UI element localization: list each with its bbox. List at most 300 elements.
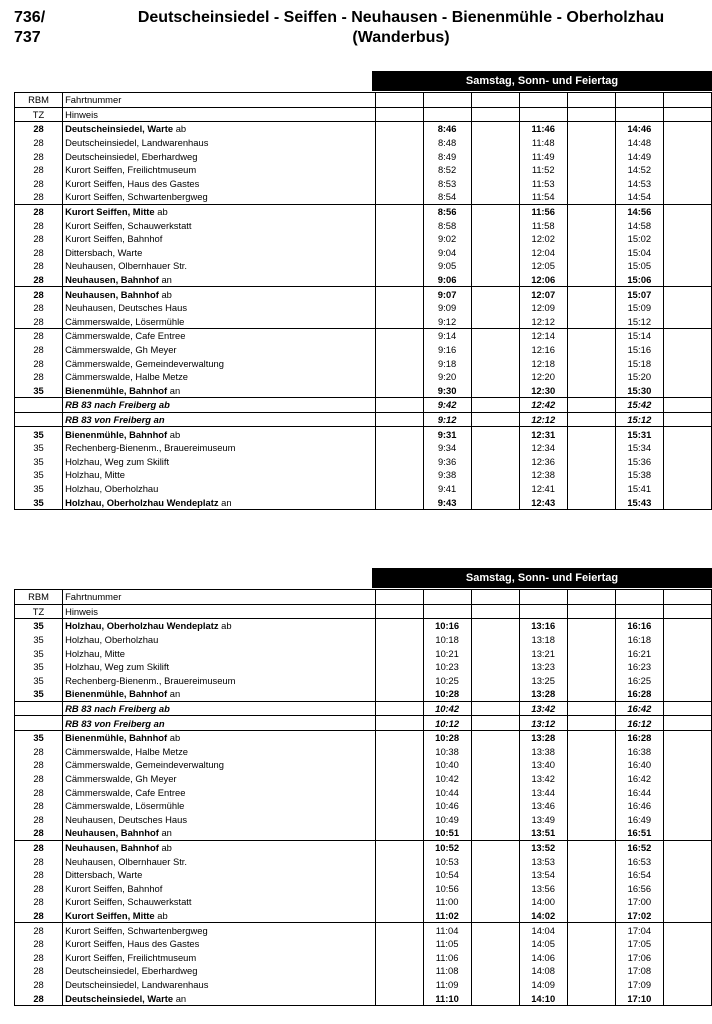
stop-name-cell bbox=[63, 246, 375, 260]
departure-time-cell: 8:53 bbox=[423, 177, 471, 191]
empty-cell bbox=[663, 701, 711, 716]
route-code-cell: 35 bbox=[15, 619, 63, 633]
empty-cell bbox=[471, 427, 519, 441]
departure-time-cell: 11:06 bbox=[423, 950, 471, 964]
table-row bbox=[15, 232, 712, 246]
empty-cell bbox=[375, 730, 423, 744]
table-row bbox=[15, 398, 712, 413]
empty-cell bbox=[471, 964, 519, 978]
empty-cell bbox=[375, 758, 423, 772]
stop-name-cell bbox=[63, 356, 375, 370]
stop-name: Holzhau, Oberholzhau Wendeplatz bbox=[65, 496, 219, 508]
departure-time-cell: 9:43 bbox=[423, 495, 471, 509]
empty-cell bbox=[471, 633, 519, 647]
empty-cell bbox=[567, 246, 615, 260]
departure-time-cell: 12:06 bbox=[519, 273, 567, 287]
empty-cell bbox=[663, 482, 711, 496]
departure-time-cell: 9:18 bbox=[423, 356, 471, 370]
empty-cell bbox=[375, 468, 423, 482]
empty-cell bbox=[375, 619, 423, 633]
empty-cell bbox=[471, 619, 519, 633]
empty-cell bbox=[471, 950, 519, 964]
arrival-departure-marker: ab bbox=[169, 428, 181, 440]
empty-cell bbox=[567, 370, 615, 384]
departure-time-cell: 15:18 bbox=[615, 356, 663, 370]
departure-time-cell: 12:43 bbox=[519, 495, 567, 509]
departure-time-cell: 11:10 bbox=[423, 991, 471, 1005]
stop-name: Deutscheinsiedel, Warte bbox=[65, 992, 174, 1004]
empty-cell bbox=[567, 895, 615, 909]
empty-cell bbox=[663, 370, 711, 384]
empty-cell bbox=[375, 923, 423, 937]
empty-cell bbox=[567, 881, 615, 895]
stop-name: Holzhau, Mitte bbox=[65, 469, 125, 481]
stop-name-cell bbox=[63, 799, 375, 813]
stop-name-cell bbox=[63, 881, 375, 895]
empty-cell bbox=[375, 799, 423, 813]
arrival-departure-marker: ab bbox=[169, 732, 181, 744]
stop-name-cell bbox=[63, 259, 375, 273]
empty-cell bbox=[375, 633, 423, 647]
empty-cell bbox=[471, 468, 519, 482]
empty-cell bbox=[375, 315, 423, 329]
departure-time-cell: 16:16 bbox=[615, 619, 663, 633]
stop-name-cell bbox=[63, 163, 375, 177]
table-row bbox=[15, 646, 712, 660]
empty-cell bbox=[471, 495, 519, 509]
departure-time-cell: 10:44 bbox=[423, 785, 471, 799]
empty-cell bbox=[423, 93, 471, 108]
stop-name-cell bbox=[63, 204, 375, 218]
departure-time-cell: 11:52 bbox=[519, 163, 567, 177]
empty-cell bbox=[375, 412, 423, 427]
empty-cell bbox=[567, 177, 615, 191]
route-code-cell: 35 bbox=[15, 633, 63, 647]
empty-cell bbox=[471, 149, 519, 163]
stop-name: Cämmerswalde, Lösermühle bbox=[65, 800, 185, 812]
departure-time-cell: 14:49 bbox=[615, 149, 663, 163]
departure-time-cell: 12:07 bbox=[519, 287, 567, 301]
table-row bbox=[15, 991, 712, 1005]
route-code-cell: 28 bbox=[15, 813, 63, 827]
stop-name-cell bbox=[63, 149, 375, 163]
route-code-cell: 28 bbox=[15, 177, 63, 191]
departure-time-cell: 8:52 bbox=[423, 163, 471, 177]
empty-cell bbox=[567, 122, 615, 136]
header-row bbox=[15, 604, 712, 619]
route-code-cell: 28 bbox=[15, 772, 63, 786]
departure-time-cell: 8:54 bbox=[423, 190, 471, 204]
departure-time-cell: 14:54 bbox=[615, 190, 663, 204]
departure-time-cell: 12:38 bbox=[519, 468, 567, 482]
stop-name-cell bbox=[63, 301, 375, 315]
empty-cell bbox=[567, 329, 615, 343]
table-row bbox=[15, 301, 712, 315]
empty-cell bbox=[375, 687, 423, 701]
stop-name: Cämmerswalde, Halbe Metze bbox=[65, 745, 189, 757]
table-row bbox=[15, 868, 712, 882]
departure-time-cell: 13:49 bbox=[519, 813, 567, 827]
table-row bbox=[15, 122, 712, 136]
empty-cell bbox=[567, 785, 615, 799]
route-code-cell: 35 bbox=[15, 730, 63, 744]
empty-cell bbox=[567, 772, 615, 786]
departure-time-cell: 10:46 bbox=[423, 799, 471, 813]
route-code-cell: 35 bbox=[15, 468, 63, 482]
stop-name: Deutscheinsiedel, Warte bbox=[65, 123, 174, 135]
route-code-cell: 28 bbox=[15, 370, 63, 384]
empty-cell bbox=[375, 441, 423, 455]
stop-name-cell bbox=[63, 343, 375, 357]
empty-cell bbox=[567, 964, 615, 978]
departure-time-cell: 10:21 bbox=[423, 646, 471, 660]
route-code-cell: 28 bbox=[15, 190, 63, 204]
table-row bbox=[15, 964, 712, 978]
table-row bbox=[15, 454, 712, 468]
departure-time-cell: 10:28 bbox=[423, 687, 471, 701]
empty-cell bbox=[471, 315, 519, 329]
departure-time-cell: 17:00 bbox=[615, 895, 663, 909]
empty-cell bbox=[567, 107, 615, 122]
stop-name-cell bbox=[63, 232, 375, 246]
route-code-cell bbox=[15, 716, 63, 731]
empty-cell bbox=[375, 259, 423, 273]
empty-cell bbox=[663, 122, 711, 136]
departure-time-cell: 13:40 bbox=[519, 758, 567, 772]
departure-time-cell: 13:28 bbox=[519, 730, 567, 744]
route-code-cell: 35 bbox=[15, 495, 63, 509]
empty-cell bbox=[663, 716, 711, 731]
empty-cell bbox=[567, 646, 615, 660]
stop-name: Neuhausen, Bahnhof bbox=[65, 827, 159, 839]
empty-cell bbox=[375, 427, 423, 441]
departure-time-cell: 16:21 bbox=[615, 646, 663, 660]
stop-name: Kurort Seiffen, Freilichtmuseum bbox=[65, 951, 197, 963]
empty-cell bbox=[567, 633, 615, 647]
stop-name-cell bbox=[63, 454, 375, 468]
empty-cell bbox=[567, 273, 615, 287]
departure-time-cell: 13:23 bbox=[519, 660, 567, 674]
empty-cell bbox=[567, 716, 615, 731]
stop-name-cell bbox=[63, 937, 375, 951]
stop-name-cell bbox=[63, 674, 375, 688]
empty-cell bbox=[567, 441, 615, 455]
table-row bbox=[15, 701, 712, 716]
departure-time-cell: 15:07 bbox=[615, 287, 663, 301]
empty-cell bbox=[663, 190, 711, 204]
table-row bbox=[15, 840, 712, 854]
empty-cell bbox=[567, 356, 615, 370]
departure-time-cell: 15:14 bbox=[615, 329, 663, 343]
departure-time-cell: 9:30 bbox=[423, 383, 471, 397]
empty-cell bbox=[567, 840, 615, 854]
empty-cell bbox=[375, 482, 423, 496]
departure-time-cell: 9:38 bbox=[423, 468, 471, 482]
empty-cell bbox=[471, 895, 519, 909]
empty-cell bbox=[471, 232, 519, 246]
empty-cell bbox=[375, 163, 423, 177]
departure-time-cell: 14:46 bbox=[615, 122, 663, 136]
empty-cell bbox=[663, 343, 711, 357]
route-code-cell: 28 bbox=[15, 745, 63, 759]
stop-name: Rechenberg-Bienenm., Brauereimuseum bbox=[65, 674, 236, 686]
departure-time-cell: 13:42 bbox=[519, 772, 567, 786]
departure-time-cell: 12:12 bbox=[519, 412, 567, 427]
departure-time-cell: 9:34 bbox=[423, 441, 471, 455]
empty-cell bbox=[567, 482, 615, 496]
departure-time-cell: 16:12 bbox=[615, 716, 663, 731]
stop-name: Holzhau, Oberholzhau Wendeplatz bbox=[65, 620, 219, 632]
stop-name: Kurort Seiffen, Haus des Gastes bbox=[65, 177, 200, 189]
route-code-cell: 28 bbox=[15, 909, 63, 923]
table-row bbox=[15, 937, 712, 951]
empty-cell bbox=[663, 427, 711, 441]
header-row bbox=[15, 590, 712, 605]
empty-cell bbox=[471, 246, 519, 260]
stop-name-cell bbox=[63, 950, 375, 964]
departure-time-cell: 11:46 bbox=[519, 122, 567, 136]
departure-time-cell: 16:53 bbox=[615, 854, 663, 868]
empty-cell bbox=[567, 163, 615, 177]
empty-cell bbox=[663, 287, 711, 301]
route-code-cell: 28 bbox=[15, 232, 63, 246]
empty-cell bbox=[567, 190, 615, 204]
departure-time-cell: 11:02 bbox=[423, 909, 471, 923]
departure-time-cell: 17:05 bbox=[615, 937, 663, 951]
table-row bbox=[15, 674, 712, 688]
stop-name-cell bbox=[63, 218, 375, 232]
empty-cell bbox=[471, 674, 519, 688]
empty-cell bbox=[567, 454, 615, 468]
stop-name-cell bbox=[63, 495, 375, 509]
stop-name: Cämmerswalde, Gemeindeverwaltung bbox=[65, 759, 224, 771]
route-code-cell: 28 bbox=[15, 950, 63, 964]
empty-cell bbox=[567, 495, 615, 509]
table-row bbox=[15, 343, 712, 357]
departure-time-cell: 14:06 bbox=[519, 950, 567, 964]
route-code-cell: 28 bbox=[15, 937, 63, 951]
empty-cell bbox=[375, 149, 423, 163]
table-row bbox=[15, 895, 712, 909]
stop-name: Neuhausen, Deutsches Haus bbox=[65, 813, 188, 825]
empty-cell bbox=[567, 701, 615, 716]
departure-time-cell: 16:56 bbox=[615, 881, 663, 895]
empty-cell bbox=[567, 978, 615, 992]
departure-time-cell: 14:52 bbox=[615, 163, 663, 177]
stop-name-cell bbox=[63, 177, 375, 191]
timetable-table bbox=[14, 589, 712, 1006]
route-code-cell: 28 bbox=[15, 964, 63, 978]
stop-name: Neuhausen, Olbernhauer Str. bbox=[65, 855, 188, 867]
empty-cell bbox=[567, 468, 615, 482]
route-code-cell bbox=[15, 398, 63, 413]
table-row bbox=[15, 427, 712, 441]
table-row bbox=[15, 745, 712, 759]
empty-cell bbox=[375, 772, 423, 786]
empty-cell bbox=[663, 590, 711, 605]
table-row bbox=[15, 383, 712, 397]
stop-name: RB 83 nach Freiberg bbox=[65, 399, 157, 411]
departure-time-cell: 12:34 bbox=[519, 441, 567, 455]
route-code-cell: 35 bbox=[15, 660, 63, 674]
departure-time-cell: 15:34 bbox=[615, 441, 663, 455]
empty-cell bbox=[567, 604, 615, 619]
empty-cell bbox=[471, 370, 519, 384]
departure-time-cell: 15:36 bbox=[615, 454, 663, 468]
departure-time-cell: 17:08 bbox=[615, 964, 663, 978]
empty-cell bbox=[375, 937, 423, 951]
empty-cell bbox=[471, 343, 519, 357]
empty-cell bbox=[663, 868, 711, 882]
route-code-cell: 28 bbox=[15, 978, 63, 992]
empty-cell bbox=[375, 301, 423, 315]
stop-name-cell bbox=[63, 122, 375, 136]
departure-time-cell: 10:42 bbox=[423, 701, 471, 716]
departure-time-cell: 17:06 bbox=[615, 950, 663, 964]
empty-cell bbox=[471, 301, 519, 315]
empty-cell bbox=[375, 604, 423, 619]
empty-cell bbox=[471, 868, 519, 882]
stop-name-cell bbox=[63, 687, 375, 701]
departure-time-cell: 15:16 bbox=[615, 343, 663, 357]
empty-cell bbox=[471, 701, 519, 716]
empty-cell bbox=[663, 468, 711, 482]
departure-time-cell: 12:04 bbox=[519, 246, 567, 260]
empty-cell bbox=[471, 218, 519, 232]
departure-time-cell: 14:05 bbox=[519, 937, 567, 951]
departure-time-cell: 9:42 bbox=[423, 398, 471, 413]
route-code-cell: 28 bbox=[15, 273, 63, 287]
empty-cell bbox=[663, 218, 711, 232]
departure-time-cell: 12:16 bbox=[519, 343, 567, 357]
departure-time-cell: 12:09 bbox=[519, 301, 567, 315]
arrival-departure-marker: ab bbox=[158, 703, 170, 715]
empty-cell bbox=[663, 301, 711, 315]
departure-time-cell: 11:58 bbox=[519, 218, 567, 232]
route-code-cell: 28 bbox=[15, 343, 63, 357]
stop-name-cell bbox=[63, 772, 375, 786]
empty-cell bbox=[663, 854, 711, 868]
empty-cell bbox=[375, 745, 423, 759]
empty-cell bbox=[375, 964, 423, 978]
table-row bbox=[15, 813, 712, 827]
empty-cell bbox=[519, 107, 567, 122]
table-row bbox=[15, 826, 712, 840]
table-row bbox=[15, 356, 712, 370]
route-code-cell: 28 bbox=[15, 136, 63, 150]
departure-time-cell: 17:10 bbox=[615, 991, 663, 1005]
empty-cell bbox=[663, 441, 711, 455]
departure-time-cell: 12:20 bbox=[519, 370, 567, 384]
empty-cell bbox=[471, 730, 519, 744]
stop-name-cell bbox=[63, 370, 375, 384]
route-code-cell bbox=[15, 412, 63, 427]
departure-time-cell: 11:09 bbox=[423, 978, 471, 992]
table-row bbox=[15, 772, 712, 786]
header-code-cell: TZ bbox=[15, 107, 63, 122]
empty-cell bbox=[375, 356, 423, 370]
table-row bbox=[15, 370, 712, 384]
empty-cell bbox=[471, 978, 519, 992]
empty-cell bbox=[375, 991, 423, 1005]
departure-time-cell: 9:05 bbox=[423, 259, 471, 273]
departure-time-cell: 16:38 bbox=[615, 745, 663, 759]
departure-time-cell: 16:25 bbox=[615, 674, 663, 688]
empty-cell bbox=[471, 398, 519, 413]
stop-name-cell bbox=[63, 923, 375, 937]
stop-name-cell bbox=[63, 273, 375, 287]
route-code-cell: 35 bbox=[15, 383, 63, 397]
empty-cell bbox=[567, 204, 615, 218]
table-row bbox=[15, 287, 712, 301]
stop-name: Kurort Seiffen, Schwartenbergweg bbox=[65, 191, 208, 203]
departure-time-cell: 10:49 bbox=[423, 813, 471, 827]
table-row bbox=[15, 758, 712, 772]
empty-cell bbox=[471, 909, 519, 923]
header-code-cell: RBM bbox=[15, 590, 63, 605]
route-code-cell: 28 bbox=[15, 799, 63, 813]
header-code-cell: TZ bbox=[15, 604, 63, 619]
empty-cell bbox=[567, 93, 615, 108]
stop-name: Bienenmühle, Bahnhof bbox=[65, 428, 168, 440]
stop-name-cell bbox=[63, 909, 375, 923]
empty-cell bbox=[663, 745, 711, 759]
empty-cell bbox=[615, 93, 663, 108]
table-row bbox=[15, 149, 712, 163]
empty-cell bbox=[471, 937, 519, 951]
empty-cell bbox=[375, 107, 423, 122]
route-code-cell: 28 bbox=[15, 287, 63, 301]
empty-cell bbox=[471, 646, 519, 660]
empty-cell bbox=[567, 398, 615, 413]
arrival-departure-marker: an bbox=[175, 992, 187, 1004]
route-code-cell: 35 bbox=[15, 687, 63, 701]
empty-cell bbox=[567, 315, 615, 329]
stop-name: Deutscheinsiedel, Eberhardweg bbox=[65, 150, 198, 162]
departure-time-cell: 15:12 bbox=[615, 315, 663, 329]
stop-name: Cämmerswalde, Lösermühle bbox=[65, 315, 185, 327]
departure-time-cell: 12:36 bbox=[519, 454, 567, 468]
departure-time-cell: 13:56 bbox=[519, 881, 567, 895]
route-code-cell: 28 bbox=[15, 881, 63, 895]
departure-time-cell: 12:30 bbox=[519, 383, 567, 397]
empty-cell bbox=[471, 923, 519, 937]
route-code-cell: 28 bbox=[15, 218, 63, 232]
empty-cell bbox=[375, 785, 423, 799]
empty-cell bbox=[567, 854, 615, 868]
empty-cell bbox=[471, 177, 519, 191]
table-row bbox=[15, 163, 712, 177]
departure-time-cell: 14:56 bbox=[615, 204, 663, 218]
empty-cell bbox=[567, 619, 615, 633]
empty-cell bbox=[375, 218, 423, 232]
table-row bbox=[15, 633, 712, 647]
empty-cell bbox=[567, 287, 615, 301]
stop-name: Kurort Seiffen, Schauwerkstatt bbox=[65, 219, 192, 231]
departure-time-cell: 12:42 bbox=[519, 398, 567, 413]
empty-cell bbox=[567, 149, 615, 163]
empty-cell bbox=[663, 107, 711, 122]
empty-cell bbox=[471, 163, 519, 177]
stop-name: Neuhausen, Bahnhof bbox=[65, 274, 159, 286]
stop-name: RB 83 nach Freiberg bbox=[65, 703, 157, 715]
empty-cell bbox=[471, 273, 519, 287]
empty-cell bbox=[471, 441, 519, 455]
empty-cell bbox=[567, 427, 615, 441]
stop-name: Deutscheinsiedel, Landwarenhaus bbox=[65, 978, 209, 990]
empty-cell bbox=[663, 356, 711, 370]
route-code-cell: 28 bbox=[15, 315, 63, 329]
